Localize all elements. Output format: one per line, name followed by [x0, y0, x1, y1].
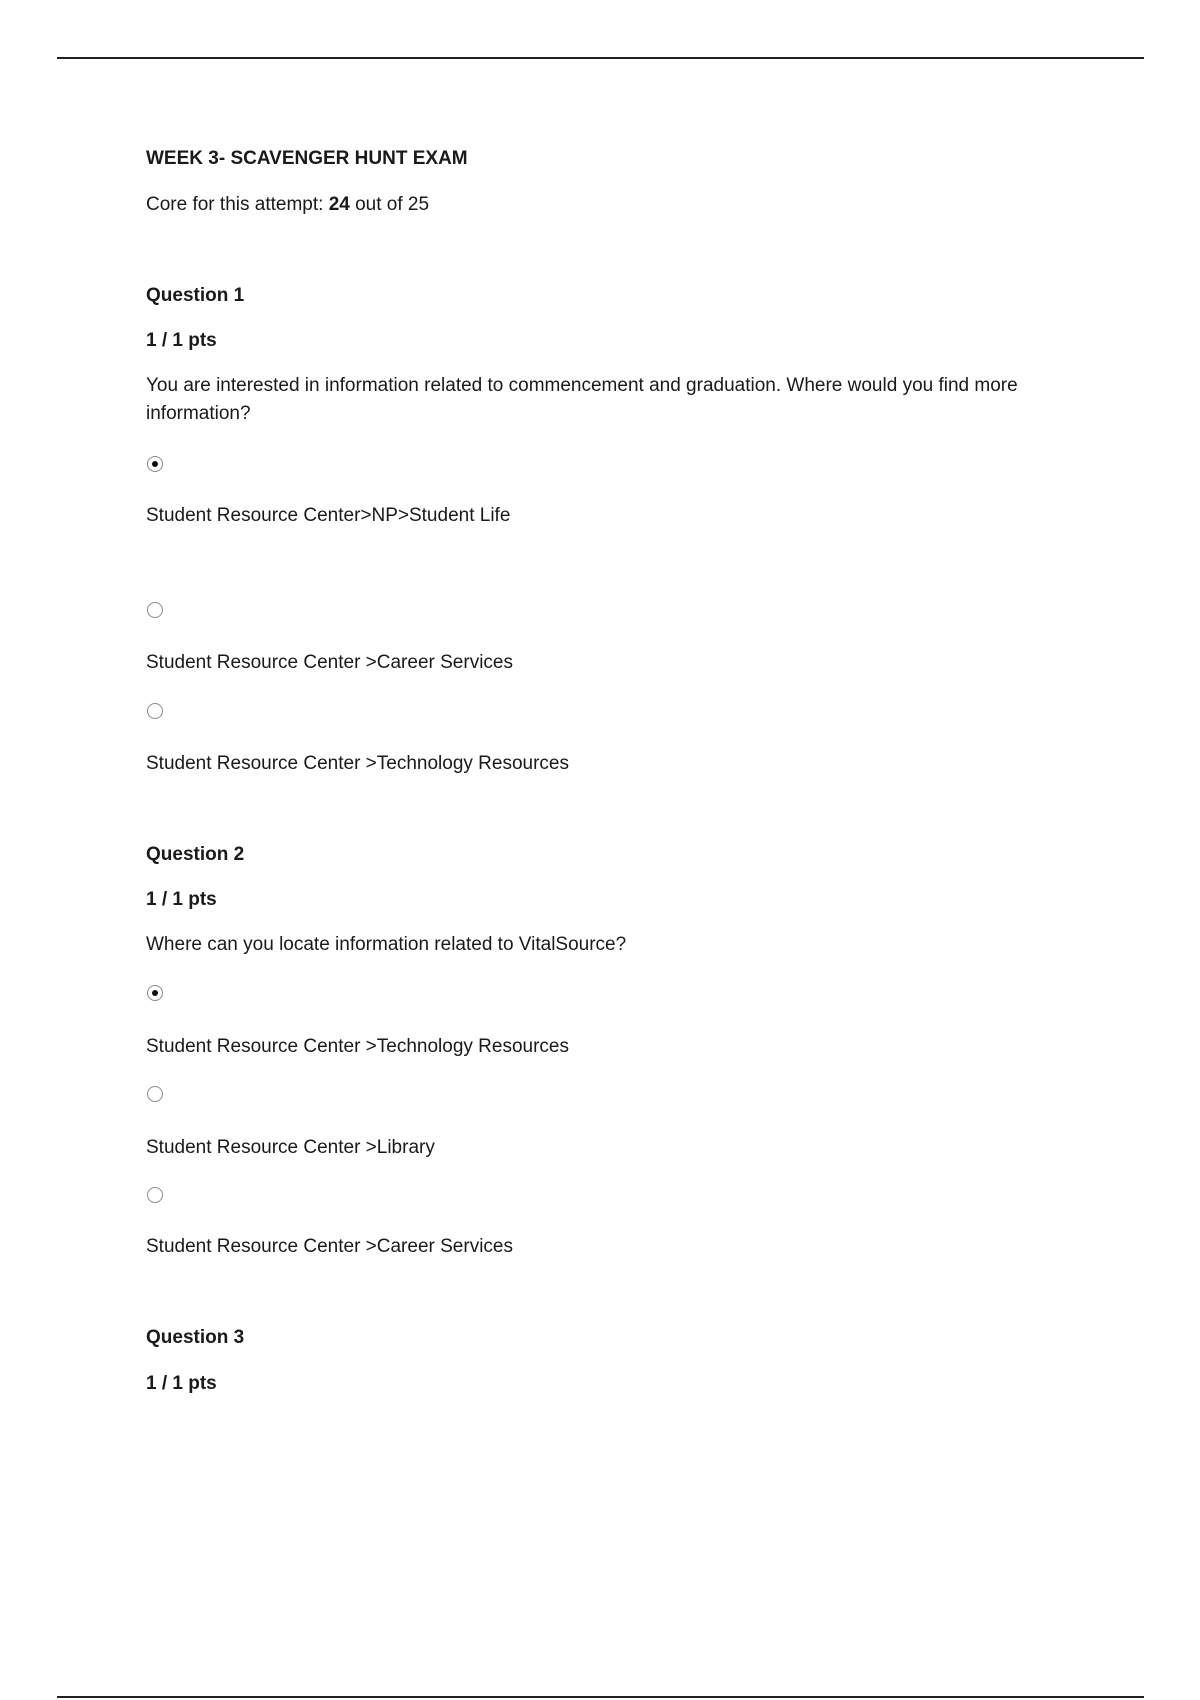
score-line	[146, 194, 429, 216]
question-2-text: Where can you locate information related to VitalSource?	[146, 934, 627, 955]
exam-title: WEEK 3- SCAVENGER HUNT EXAM	[146, 148, 468, 169]
question-2-option-1-radio[interactable]	[147, 985, 163, 1001]
score-prefix: Core for this attempt:	[146, 194, 329, 215]
question-3-points: 1 / 1 pts	[146, 1373, 217, 1394]
question-1-text: You are interested in information related to commencement and graduation. Where would you find more information?	[146, 375, 1018, 424]
score-value: 24	[328, 194, 350, 215]
question-2-option-1-label: Student Resource Center >Technology Resources	[146, 1036, 569, 1057]
question-2-points: 1 / 1 pts	[146, 889, 217, 910]
question-2-option-3-radio[interactable]	[147, 1187, 163, 1203]
question-1-option-1-label: Student Resource Center>NP>Student Life	[146, 505, 511, 526]
bottom-rule	[57, 1696, 1144, 1698]
question-1-option-1-radio[interactable]	[147, 456, 163, 472]
score-suffix: out of 25	[349, 194, 430, 215]
question-2-option-2-radio[interactable]	[147, 1086, 163, 1102]
question-2-option-3-label: Student Resource Center >Career Services	[146, 1236, 513, 1257]
question-1-points: 1 / 1 pts	[146, 330, 217, 351]
question-1-label: Question 1	[146, 285, 245, 306]
question-1-option-2-radio[interactable]	[147, 602, 163, 618]
question-2-option-2-label: Student Resource Center >Library	[146, 1137, 435, 1158]
question-3-label: Question 3	[146, 1327, 245, 1348]
question-1-option-3-label: Student Resource Center >Technology Resources	[146, 753, 569, 774]
top-rule	[57, 57, 1144, 59]
question-2-label: Question 2	[146, 844, 245, 865]
question-1-option-2-label: Student Resource Center >Career Services	[146, 652, 513, 673]
question-1-option-3-radio[interactable]	[147, 703, 163, 719]
